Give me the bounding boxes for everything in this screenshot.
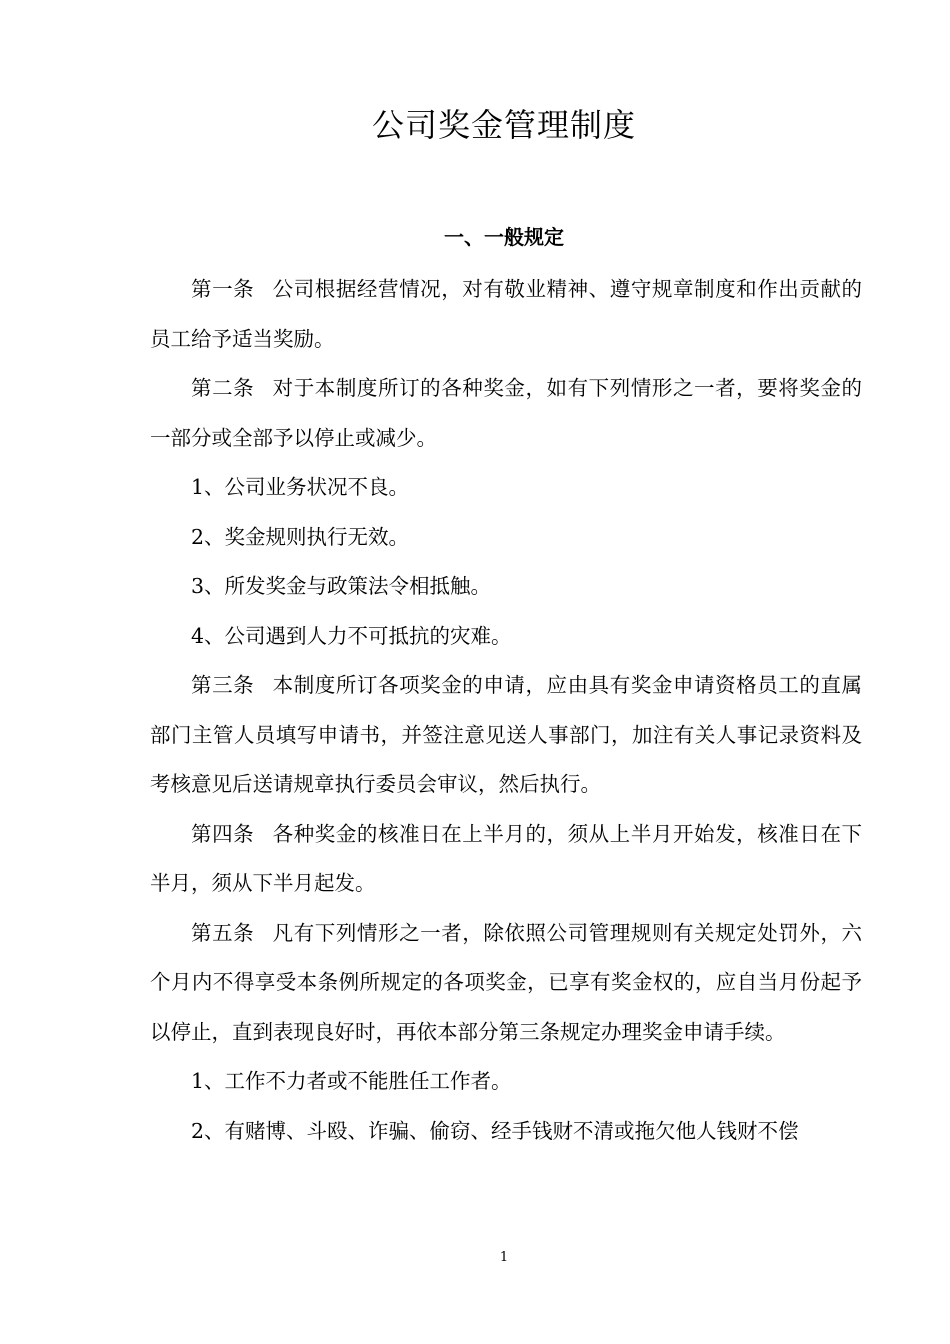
list-item-text: 3、所发奖金与政策法令相抵触。 [191, 574, 492, 598]
list-item-text: 1、工作不力者或不能胜任工作者。 [191, 1069, 512, 1093]
paragraph-article-1 [150, 265, 862, 364]
paragraph-article-3 [150, 661, 862, 810]
list-item [150, 562, 862, 612]
article-label: 第一条 [191, 277, 255, 301]
article-label: 第四条 [191, 821, 255, 846]
list-item [150, 1057, 862, 1107]
paragraph-text: 公司根据经营情况，对有敬业精神、遵守规章制度和作出贡献的员工给予适当奖励。 [150, 277, 863, 351]
list-item-text: 4、公司遇到人力不可抵抗的灾难。 [191, 623, 512, 648]
document-body [150, 265, 862, 1156]
document-title: 公司奖金管理制度 [371, 106, 636, 144]
list-item-text: 2、奖金规则执行无效。 [191, 524, 410, 549]
list-item [150, 513, 862, 563]
article-label: 第三条 [191, 673, 255, 697]
list-item [150, 612, 862, 662]
paragraph-text: 凡有下列情形之一者，除依照公司管理规则有关规定处罚外，六个月内不得享受本条例所规定的各项奖金，已享有奖金权的，应自当月份起予以停止，直到表现良好时，再依本部分第三条规定办理奖金申请手续。 [150, 920, 863, 1044]
paragraph-text: 各种奖金的核准日在上半月的，须从上半月开始发，核准日在下半月，须从下半月起发。 [150, 821, 863, 895]
paragraph-article-5 [150, 909, 862, 1058]
page-number: 1 [499, 1250, 509, 1265]
paragraph-article-4 [150, 810, 862, 909]
list-item [150, 1107, 862, 1157]
paragraph-article-2 [150, 364, 862, 463]
list-item-text: 2、有赌博、斗殴、诈骗、偷窃、经手钱财不清或拖欠他人钱财不偿 [191, 1118, 799, 1143]
list-item [150, 463, 862, 513]
list-item-text: 1、公司业务状况不良。 [191, 475, 410, 499]
article-label: 第二条 [191, 376, 255, 400]
section-heading: 一、一般规定 [444, 225, 564, 249]
paragraph-text: 本制度所订各项奖金的申请，应由具有奖金申请资格员工的直属部门主管人员填写申请书，并签注意见送人事部门，加注有关人事记录资料及考核意见后送请规章执行委员会审议，然后执行。 [150, 673, 863, 796]
article-label: 第五条 [191, 920, 255, 945]
paragraph-text: 对于本制度所订的各种奖金，如有下列情形之一者，要将奖金的一部分或全部予以停止或减少。 [150, 376, 863, 450]
